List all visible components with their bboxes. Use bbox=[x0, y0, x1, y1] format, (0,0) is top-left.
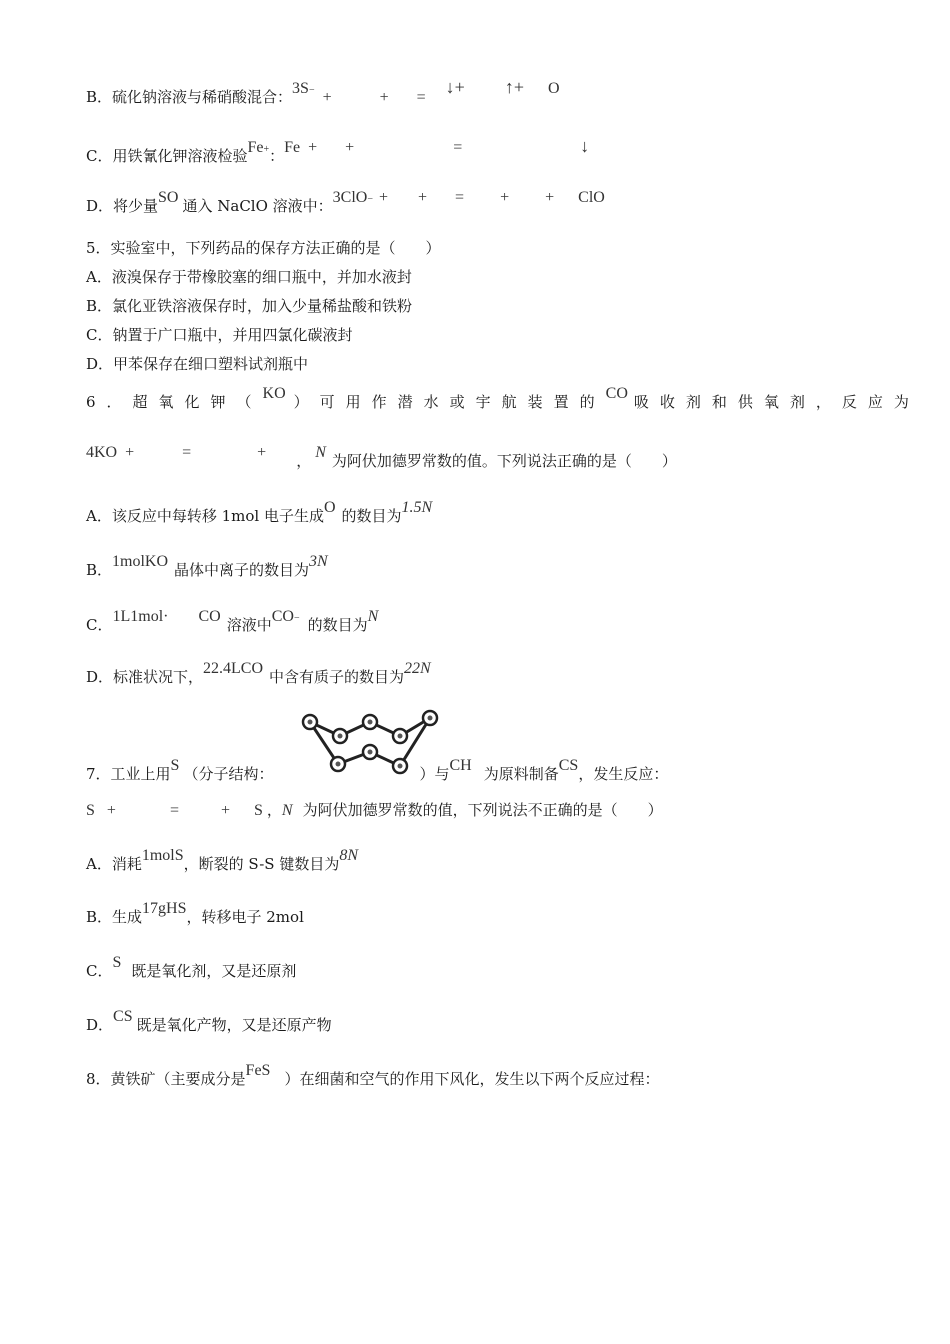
q6-option-c: C．1L1mol· CO 溶液中CO− 的数目为N bbox=[86, 608, 379, 634]
q5-option-b: B．氯化亚铁溶液保存时，加入少量稀盐酸和铁粉 bbox=[86, 297, 413, 315]
q5-option-c: C．钠置于广口瓶中，并用四氯化碳液封 bbox=[86, 326, 353, 344]
q5-option-d: D．甲苯保存在细口塑料试剂瓶中 bbox=[86, 355, 309, 373]
q6-option-d: D．标准状况下，22.4LCO 中含有质子的数目为22N bbox=[86, 660, 431, 686]
q7-option-c: C．S 既是氧化剂，又是还原剂 bbox=[86, 954, 297, 980]
q6-stem-line1: 6．超氧化钾（KO ）可用作潜水或宇航装置的CO 吸收剂和供氧剂，反应为 bbox=[86, 385, 920, 411]
q5-option-a: A．液溴保存于带橡胶塞的细口瓶中，并加水液封 bbox=[86, 268, 412, 286]
q4-option-c: C．用铁氰化钾溶液检验Fe+：Fe + + = ↓ bbox=[86, 136, 590, 165]
q6-stem-line2: 4KO + = + ， N 为阿伏加德罗常数的值。下列说法正确的是（ ） bbox=[86, 444, 677, 470]
q5-stem: 5．实验室中，下列药品的保存方法正确的是（ ） bbox=[86, 239, 441, 257]
q4-option-d: D．将少量SO 通入 NaClO 溶液中：3ClO− + + = + + ClO bbox=[86, 189, 605, 215]
q7-stem-line2: S + = + S ，N 为阿伏加德罗常数的值，下列说法不正确的是（ ） bbox=[86, 801, 663, 819]
q8-stem: 8．黄铁矿（主要成分是FeS ）在细菌和空气的作用下风化，发生以下两个反应过程： bbox=[86, 1062, 660, 1088]
q7-option-a: A．消耗1molS，断裂的 S-S 键数目为8N bbox=[86, 847, 359, 873]
q4-option-b: B．硫化钠溶液与稀硝酸混合：3S− + + =↓+ ↑+ O bbox=[86, 77, 560, 106]
q7-option-b: B．生成17gHS，转移电子 2mol bbox=[86, 900, 304, 926]
q6-option-b: B．1molKO 晶体中离子的数目为3N bbox=[86, 553, 328, 579]
q7-option-d: D．CS 既是氧化产物，又是还原产物 bbox=[86, 1008, 332, 1034]
q6-option-a: A．该反应中每转移 1mol 电子生成O 的数目为1.5N bbox=[86, 499, 433, 525]
q7-stem-line1: 7．工业上用S （分子结构： ）与CH 为原料制备CS，发生反应： bbox=[86, 757, 669, 783]
